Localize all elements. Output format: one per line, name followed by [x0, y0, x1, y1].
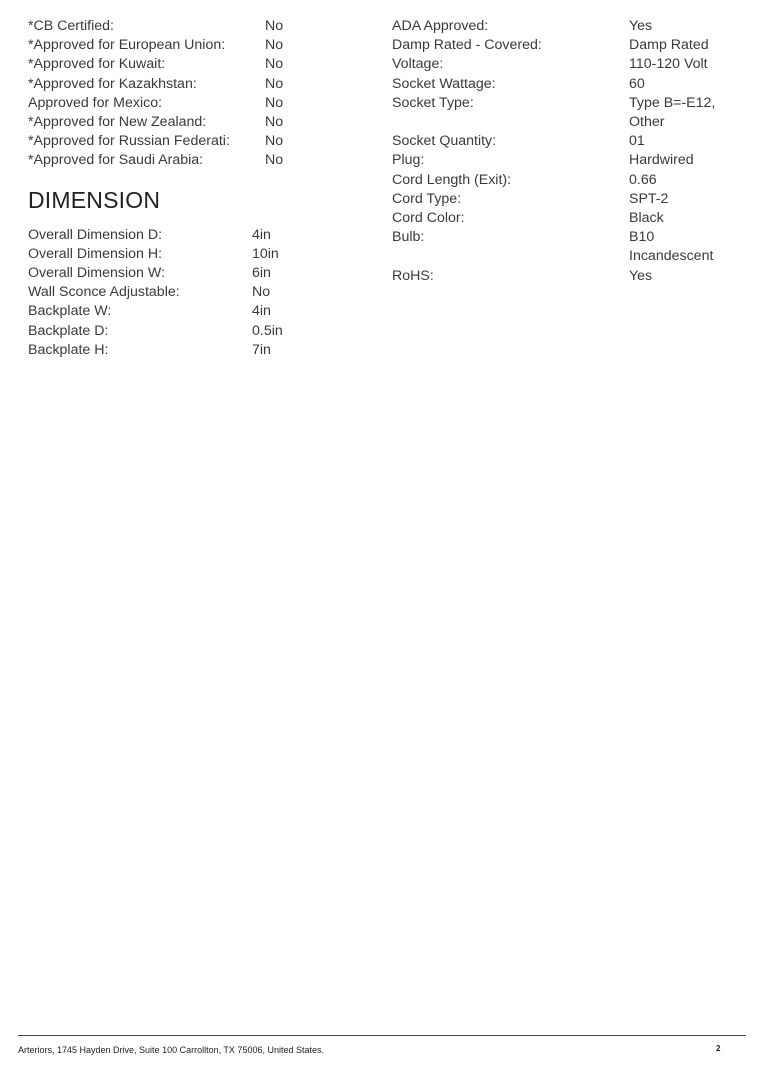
- spec-row: [392, 190, 742, 209]
- spec-label: Socket Wattage:: [392, 75, 496, 92]
- spec-row: [28, 245, 358, 264]
- spec-label-empty: [392, 247, 629, 266]
- certifications-list: [28, 17, 358, 171]
- spec-label: Approved for Mexico:: [28, 94, 163, 111]
- spec-value: 4in: [252, 226, 271, 243]
- spec-value: 01: [629, 133, 645, 150]
- spec-row: [392, 151, 742, 170]
- spec-label: Backplate W:: [28, 303, 112, 320]
- spec-row: [28, 226, 358, 245]
- spec-label: Socket Type:: [392, 94, 474, 111]
- dimension-heading: DIMENSION: [28, 186, 161, 213]
- spec-label: Plug:: [392, 152, 425, 169]
- spec-label: Backplate H:: [28, 341, 109, 358]
- spec-row: [28, 341, 358, 360]
- spec-label: Overall Dimension W:: [28, 265, 165, 282]
- spec-value: Damp Rated: [629, 37, 709, 54]
- spec-value: 7in: [252, 341, 271, 358]
- spec-value: Type B=-E12,: [629, 94, 716, 111]
- spec-row: [28, 17, 358, 36]
- spec-value: No: [265, 18, 284, 34]
- footer-address: Arteriors, 1745 Hayden Drive, Suite 100 Carrollton, TX 75006, United States.: [18, 1045, 324, 1055]
- spec-value: 10in: [252, 245, 279, 262]
- spec-row: [392, 228, 742, 247]
- spec-value: SPT-2: [629, 190, 669, 207]
- spec-row-continuation: [392, 247, 742, 266]
- spec-row: [28, 113, 358, 132]
- spec-label: RoHS:: [392, 267, 434, 284]
- spec-label: Cord Type:: [392, 190, 462, 207]
- spec-label: Bulb:: [392, 229, 425, 246]
- spec-label: *Approved for Kuwait:: [28, 56, 166, 73]
- spec-row: [28, 302, 358, 321]
- spec-row-continuation: [392, 113, 742, 132]
- spec-row: [392, 209, 742, 228]
- spec-row: [28, 322, 358, 341]
- spec-value: B10: [629, 229, 655, 246]
- spec-row: [28, 151, 358, 170]
- spec-label: Cord Length (Exit):: [392, 171, 512, 188]
- page-number: 2: [716, 1044, 721, 1053]
- spec-label: Wall Sconce Adjustable:: [28, 284, 180, 301]
- spec-value: No: [265, 75, 284, 92]
- dimensions-list: [28, 226, 358, 360]
- spec-value: No: [265, 152, 284, 169]
- spec-value: Black: [629, 210, 664, 227]
- spec-value-line2: Incandescent: [629, 248, 714, 265]
- spec-value: No: [252, 284, 271, 301]
- spec-value: 0.5in: [252, 322, 283, 339]
- spec-row: [28, 264, 358, 283]
- spec-label: *Approved for European Union:: [28, 37, 226, 54]
- spec-label: Backplate D:: [28, 322, 109, 339]
- spec-row: [392, 55, 742, 74]
- spec-row: [28, 75, 358, 94]
- spec-value: 0.66: [629, 171, 657, 188]
- spec-label: *Approved for Kazakhstan:: [28, 75, 197, 92]
- spec-row: [392, 75, 742, 94]
- spec-row: [392, 132, 742, 151]
- spec-row: [392, 94, 742, 113]
- spec-row: [392, 267, 742, 286]
- spec-value: 4in: [252, 303, 271, 320]
- spec-label: Damp Rated - Covered:: [392, 37, 542, 54]
- spec-value: No: [265, 94, 284, 111]
- spec-row: [28, 132, 358, 151]
- spec-label: Overall Dimension D:: [28, 226, 163, 243]
- spec-row: [28, 36, 358, 55]
- spec-label: *CB Certified:: [28, 18, 114, 34]
- spec-label: Voltage:: [392, 56, 444, 73]
- spec-label: Cord Color:: [392, 210, 465, 227]
- spec-label: Socket Quantity:: [392, 133, 497, 150]
- spec-value: Yes: [629, 267, 653, 284]
- spec-value: No: [265, 37, 284, 54]
- spec-row: [392, 17, 742, 36]
- spec-row: [28, 94, 358, 113]
- spec-label: *Approved for Russian Federati:: [28, 133, 230, 150]
- spec-value: 6in: [252, 265, 271, 282]
- spec-label: Overall Dimension H:: [28, 245, 163, 262]
- spec-value: 110-120 Volt: [629, 56, 708, 73]
- spec-value-line2: Other: [629, 114, 665, 131]
- spec-value: Yes: [629, 18, 653, 34]
- right-column: [392, 17, 742, 286]
- spec-row: [28, 283, 358, 302]
- spec-value: 60: [629, 75, 645, 92]
- spec-row: [28, 55, 358, 74]
- footer-divider: [18, 1035, 746, 1036]
- spec-row: [392, 171, 742, 190]
- spec-label: *Approved for New Zealand:: [28, 114, 207, 131]
- spec-row: [392, 36, 742, 55]
- spec-value: No: [265, 133, 284, 150]
- left-column: [28, 17, 358, 360]
- spec-label: *Approved for Saudi Arabia:: [28, 152, 204, 169]
- spec-label-empty: [392, 113, 629, 132]
- spec-value: No: [265, 114, 284, 131]
- spec-value: No: [265, 56, 284, 73]
- spec-label: ADA Approved:: [392, 18, 489, 34]
- spec-value: Hardwired: [629, 152, 694, 169]
